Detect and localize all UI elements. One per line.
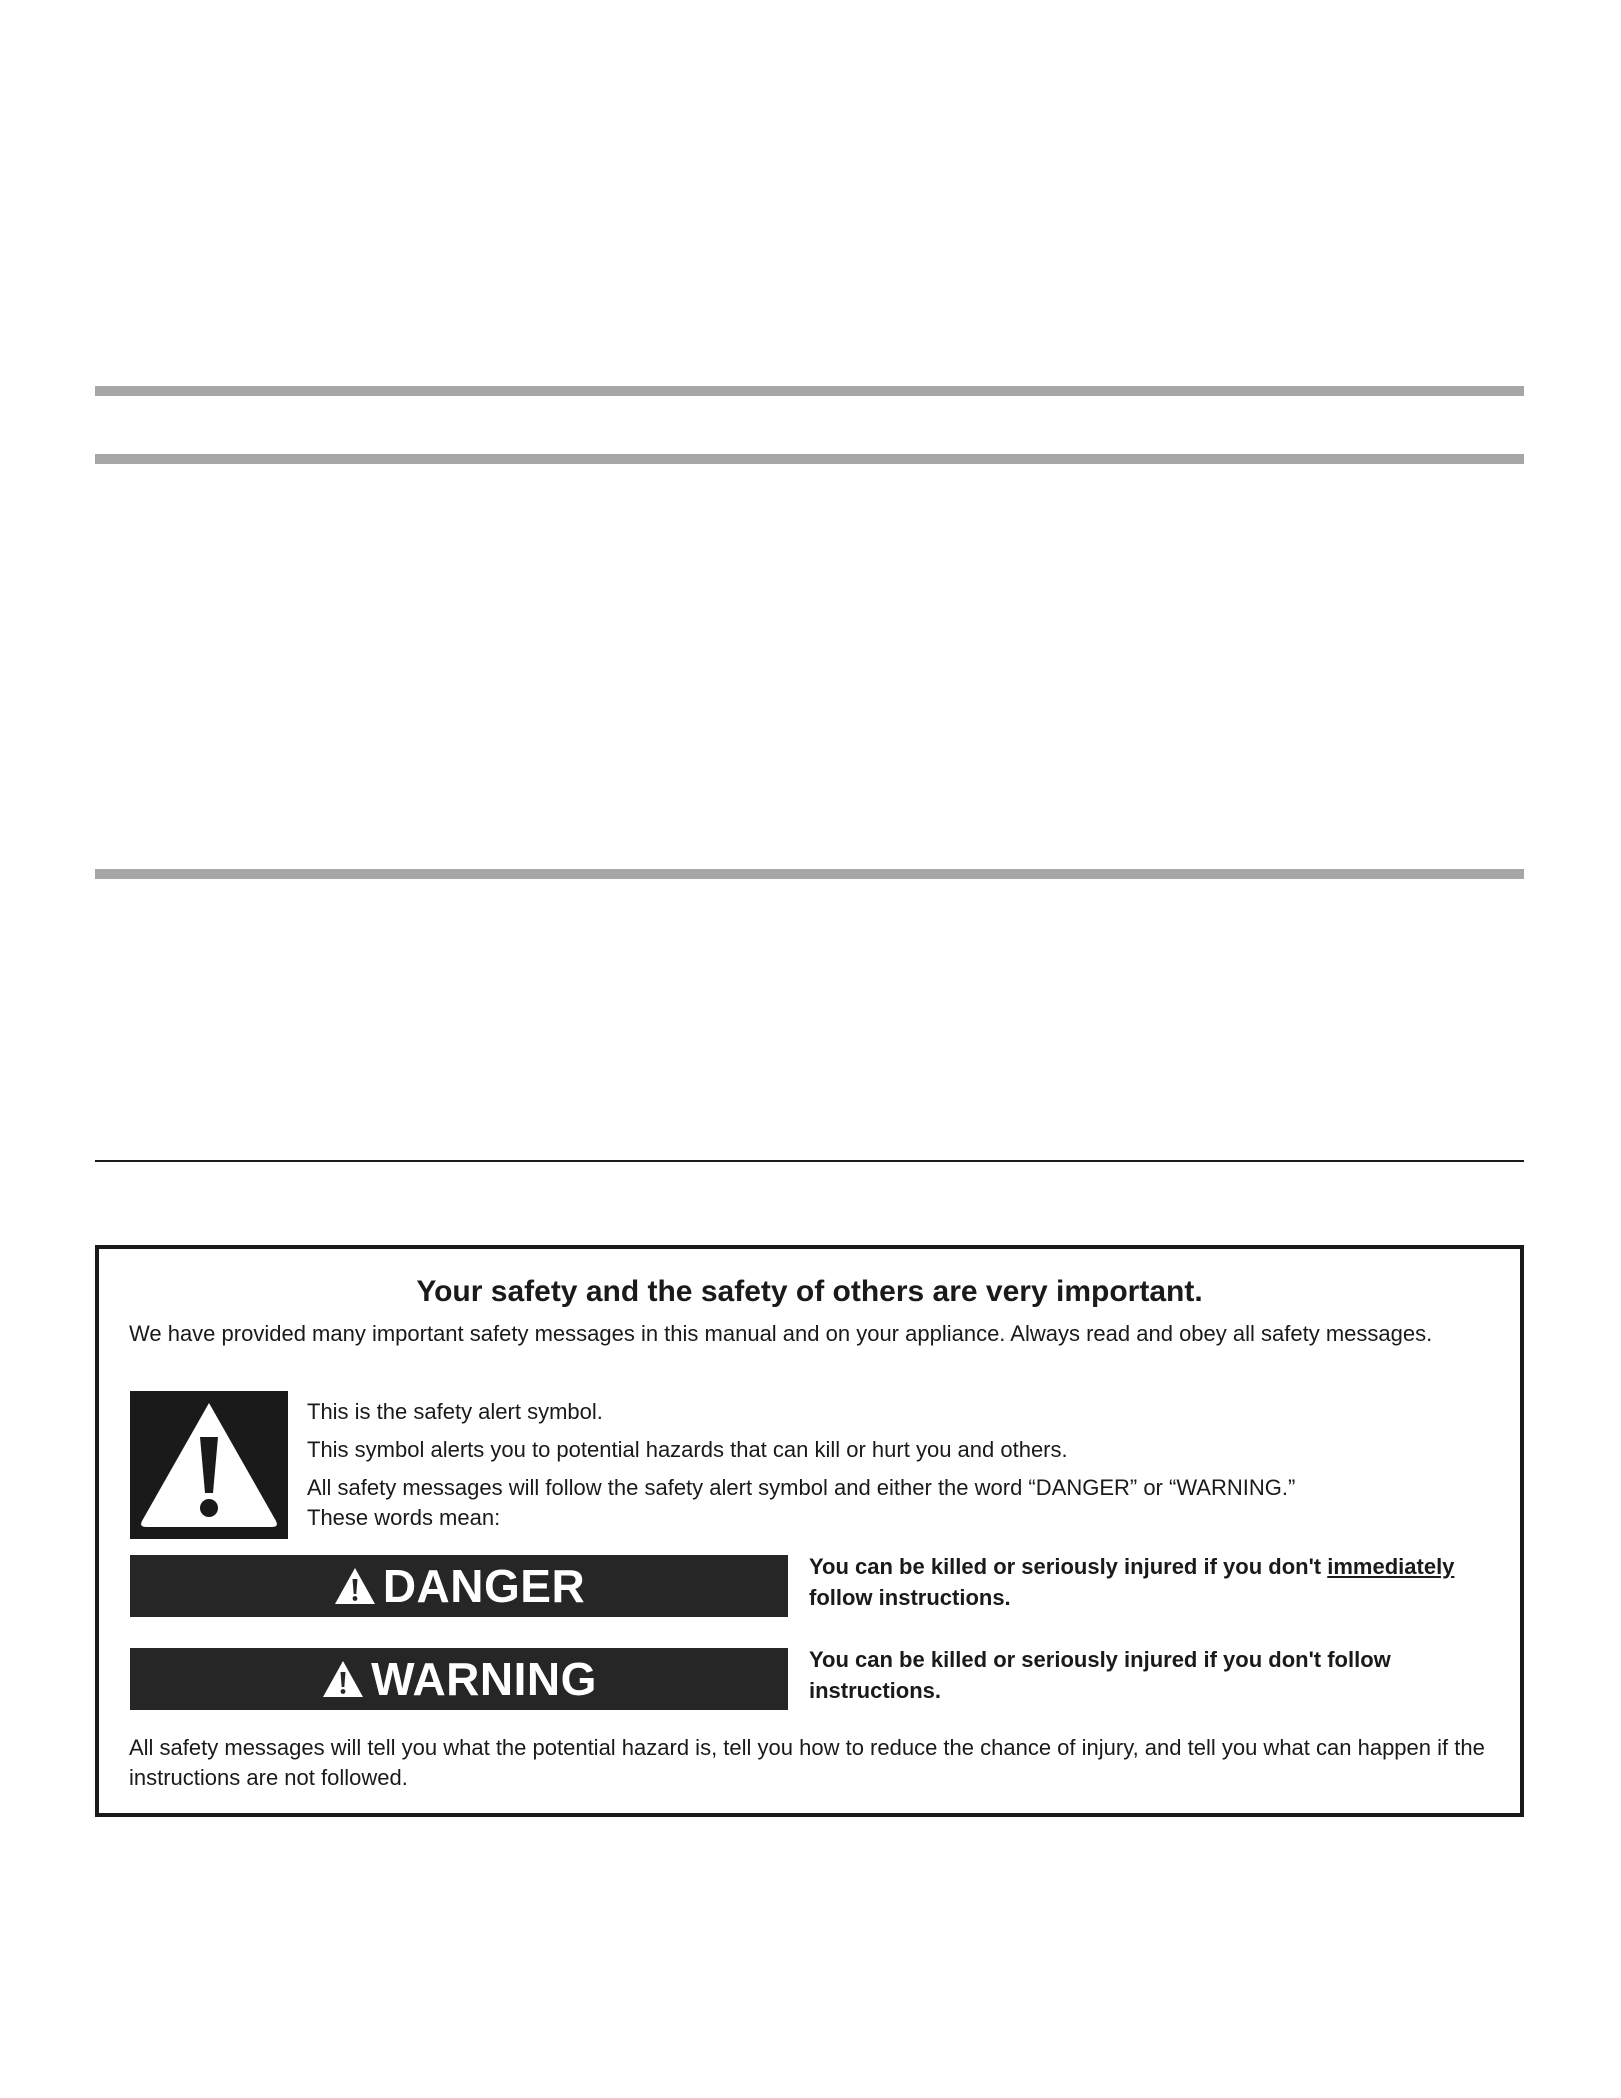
alert-line: These words mean: [307, 1505, 501, 1530]
warning-meaning: You can be killed or seriously injured if you don't follow instructions. [809, 1647, 1391, 1703]
danger-meaning [809, 1551, 1509, 1613]
warning-label: WARNING [371, 1653, 597, 1705]
warning-alert-icon [321, 1659, 365, 1699]
alert-line: This symbol alerts you to potential hazards that can kill or hurt you and others. [307, 1437, 1068, 1462]
safety-notice-box [95, 1245, 1524, 1817]
section-rule-2 [95, 454, 1524, 464]
safety-alert-triangle-icon [130, 1391, 288, 1539]
safety-box-title: Your safety and the safety of others are very important. [416, 1275, 1203, 1308]
danger-meaning-end: follow instructions. [809, 1585, 1011, 1610]
warning-signal-bar [130, 1648, 788, 1710]
danger-meaning-emphasis: immediately [1327, 1554, 1455, 1579]
safety-outro-text: All safety messages will tell you what the potential hazard is, tell you how to reduce the chance of injury, and tell you what can happen if the instructions are not followed. [129, 1735, 1485, 1790]
alert-line: This is the safety alert symbol. [307, 1399, 603, 1424]
section-rule-3 [95, 869, 1524, 879]
alert-symbol-explanation [307, 1397, 1487, 1533]
danger-label: DANGER [382, 1560, 586, 1612]
section-rule-1 [95, 386, 1524, 396]
safety-intro-text: We have provided many important safety messages in this manual and on your appliance. Always read and obey all safety messages. [129, 1321, 1433, 1346]
alert-line: All safety messages will follow the safety alert symbol and either the word “DANGER” or “WARNING.” [307, 1475, 1296, 1500]
danger-alert-icon [333, 1566, 377, 1606]
section-rule-thin [95, 1160, 1524, 1162]
danger-signal-bar [130, 1555, 788, 1617]
danger-meaning-start: You can be killed or seriously injured if you don't [809, 1554, 1328, 1579]
